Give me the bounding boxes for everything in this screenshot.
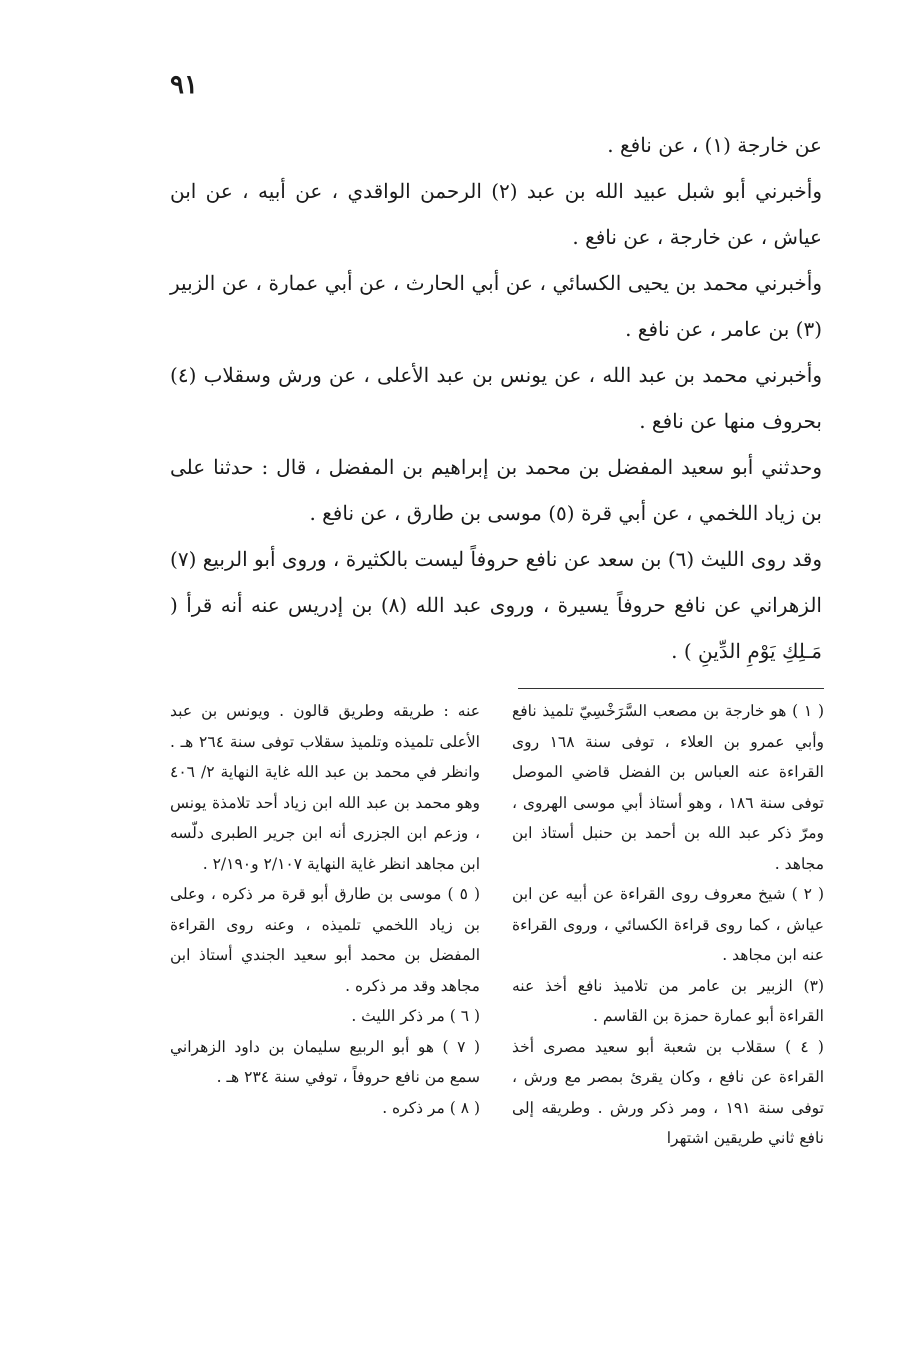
footnote: ( ٦ ) مر ذكر الليث . xyxy=(351,1007,480,1025)
paragraph: وأخبرني محمد بن عبد الله ، عن يونس بن عبد الأعلى ، عن ورش وسقلاب (٤) بحروف منها عن نافع . xyxy=(170,363,822,433)
footnote-divider xyxy=(518,688,824,689)
main-text xyxy=(170,122,822,674)
paragraph: عن خارجة (١) ، عن نافع . xyxy=(607,133,822,157)
footnote: (٣) الزبير بن عامر من تلاميذ نافع أخذ عنه القراءة أبو عمارة حمزة بن القاسم . xyxy=(512,976,824,1025)
footnote: عنه : طريقه وطريق قالون . ويونس بن عبد الأعلى تلميذه وتلميذ سقلاب توفى سنة ٢٦٤ هـ . وانظر في محمد بن عبد الله غاية النهاية ٢/ ٤٠٦ وهو محمد بن عبد الله ابن زياد أحد تلامذة يونس ، وزعم ابن الجزرى أنه ابن جرير الطبرى دلّسه ابن مجاهد انظر غاية النهاية ٢/١٠٧ و٢/١٩٠ . xyxy=(170,702,480,873)
footnotes-left-column xyxy=(170,696,480,1123)
paragraph: وحدثني أبو سعيد المفضل بن محمد بن إبراهيم بن المفضل ، قال : حدثنا على بن زياد اللخمي ، عن أبي قرة (٥) موسى بن طارق ، عن نافع . xyxy=(170,455,822,525)
footnotes-right-column xyxy=(512,696,824,1154)
footnote: ( ٧ ) هو أبو الربيع سليمان بن داود الزهراني سمع من نافع حروفاً ، توفي سنة ٢٣٤ هـ . xyxy=(170,1037,481,1086)
page-number: ٩١ xyxy=(170,70,198,100)
paragraph: وأخبرني أبو شبل عبيد الله بن عبد (٢) الرحمن الواقدي ، عن أبيه ، عن ابن عياش ، عن خارجة ، عن نافع . xyxy=(170,179,822,249)
paragraph: وقد روى الليث (٦) بن سعد عن نافع حروفاً ليست بالكثيرة ، وروى أبو الربيع (٧) الزهراني عن نافع حروفاً يسيرة ، وروى عبد الله (٨) بن إدريس عنه أنه قرأ ( مَـلِكِ يَوْمِ الدِّينِ ) . xyxy=(170,547,822,663)
footnote: ( ٥ ) موسى بن طارق أبو قرة مر ذكره ، وعلى بن زياد اللخمي تلميذه ، وعنه روى القراءة المفضل بن محمد أبو سعيد الجندي أستاذ ابن مجاهد وقد مر ذكره . xyxy=(170,885,480,995)
footnote: ( ١ ) هو خارجة بن مصعب السَّرَخْسِيّ تلميذ نافع وأبي عمرو بن العلاء ، توفى سنة ١٦٨ روى القراءة عنه العباس بن الفضل قاضي الموصل توفى سنة ١٨٦ ، وهو أستاذ أبي موسى الهروى ، ومرّ ذكر عبد الله بن أحمد بن حنبل أستاذ ابن مجاهد . xyxy=(512,702,825,873)
footnote: ( ٤ ) سقلاب بن شعبة أبو سعيد مصرى أخذ القراءة عن نافع ، وكان يقرئ بمصر مع ورش ، توفى سنة ١٩١ ، ومر ذكر ورش . وطريقه إلى نافع ثاني طريقين اشتهرا xyxy=(512,1037,824,1147)
paragraph: وأخبرني محمد بن يحيى الكسائي ، عن أبي الحارث ، عن أبي عمارة ، عن الزبير (٣) بن عامر ، عن نافع . xyxy=(170,271,822,341)
footnote: ( ٢ ) شيخ معروف روى القراءة عن أبيه عن ابن عياش ، كما روى قراءة الكسائي ، وروى القراءة عنه ابن مجاهد . xyxy=(512,885,824,964)
footnote: ( ٨ ) مر ذكره . xyxy=(382,1098,480,1117)
